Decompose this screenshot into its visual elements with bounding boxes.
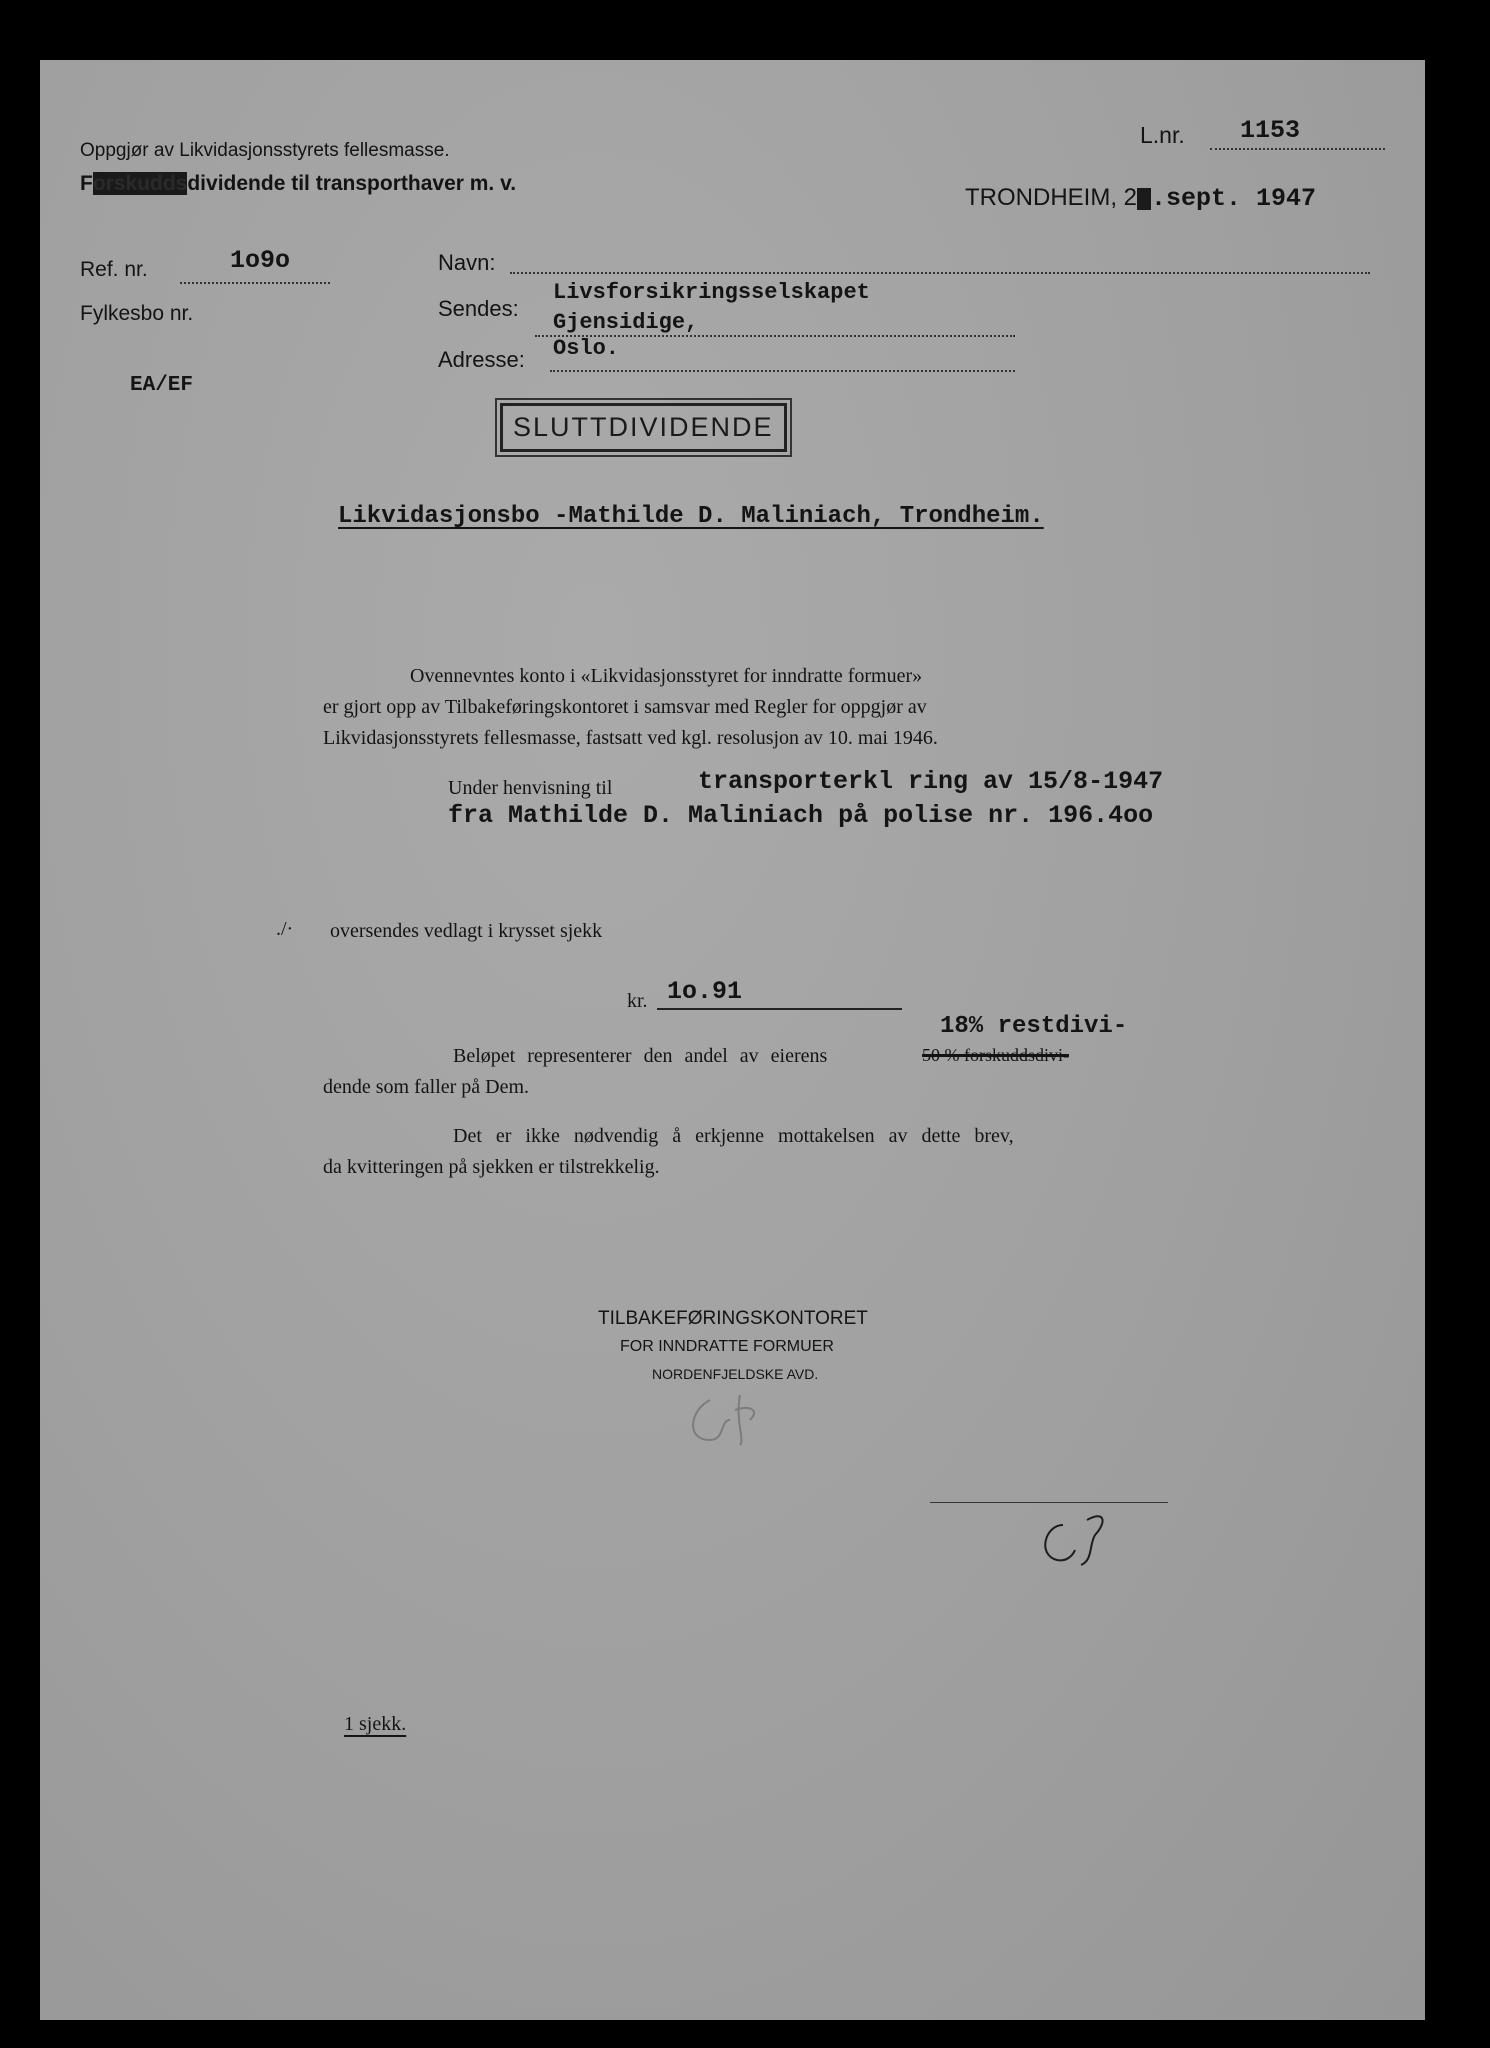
sendes-value: Livsforsikringsselskapet — [553, 280, 870, 305]
para3-line1: Det er ikke nødvendig å erkjenne mottakelsen av dette brev, — [453, 1125, 1014, 1147]
header-line-1: Oppgjør av Likvidasjonsstyrets fellesmasse. — [80, 140, 450, 161]
sluttdividende-stamp: SLUTTDIVIDENDE — [500, 403, 787, 452]
initials: EA/EF — [130, 374, 194, 397]
header-line-2-prefix: F — [80, 172, 93, 195]
adresse-line — [550, 370, 1015, 372]
header-line-2-rest: dividende til transporthaver m. v. — [187, 172, 517, 195]
ref-label: Ref. nr. — [80, 258, 148, 281]
date-smudge — [1137, 188, 1151, 210]
office-name-2: FOR INNDRATTE FORMUER — [620, 1338, 834, 1355]
place: TRONDHEIM, 2 — [965, 184, 1138, 211]
header-struck-word: orskudds — [92, 172, 188, 195]
place-date — [965, 184, 1316, 213]
header-line-2 — [80, 172, 516, 196]
lnr-label: L.nr. — [1140, 122, 1185, 148]
lnr-value: 1153 — [1240, 116, 1301, 145]
adresse-label: Adresse: — [438, 347, 525, 372]
date: .sept. 1947 — [1151, 184, 1317, 213]
para2-line1: Beløpet representerer den andel av eierens — [453, 1045, 828, 1067]
handwritten-signature — [1025, 1500, 1125, 1580]
office-name-1: TILBAKEFØRINGSKONTORET — [598, 1308, 868, 1329]
struck-original-text: 50 % forskuddsdivi- — [922, 1045, 1069, 1065]
reference-typed-1: transporterkl ring av 15/8-1947 — [698, 767, 1164, 796]
amount: 1o.91 — [667, 977, 743, 1006]
sendes-value-2: Gjensidige, — [553, 310, 699, 335]
para1-line1: Ovennevntes konto i «Likvidasjonsstyret for inndratte formuer» — [410, 665, 923, 687]
check-mark: ./· — [276, 918, 294, 940]
enclosed-text: oversendes vedlagt i krysset sjekk — [330, 920, 603, 942]
para1-line3: Likvidasjonsstyrets fellesmasse, fastsatt ved kgl. resolusjon av 10. mai 1946. — [323, 727, 938, 749]
typed-correction: 18% restdivi- — [940, 1013, 1128, 1040]
adresse-value: Oslo. — [553, 336, 620, 361]
navn-label: Navn: — [438, 250, 496, 275]
reference-typed-2: fra Mathilde D. Maliniach på polise nr. 196.4oo — [448, 801, 1154, 830]
letter-page — [40, 60, 1425, 2020]
navn-line — [510, 272, 1370, 274]
faint-signature-mark — [680, 1380, 800, 1450]
para1-line2: er gjort opp av Tilbakeføringskontoret i samsvar med Regler for oppgjør av — [323, 696, 927, 718]
lnr-line — [1210, 148, 1385, 150]
para3-line2: da kvitteringen på sjekken er tilstrekkelig. — [323, 1156, 660, 1178]
kr-label: kr. — [627, 990, 648, 1012]
para2-line2: dende som faller på Dem. — [323, 1076, 530, 1098]
reference-intro: Under henvisning til — [448, 777, 613, 799]
ref-line — [180, 282, 330, 284]
amount-line — [657, 1008, 902, 1010]
ref-value: 1o9o — [230, 246, 291, 275]
enclosure-note: 1 sjekk. — [344, 1713, 407, 1735]
fylkesbo-label: Fylkesbo nr. — [80, 302, 194, 325]
office-name-3: NORDENFJELDSKE AVD. — [652, 1366, 819, 1382]
estate-title: Likvidasjonsbo -Mathilde D. Maliniach, Trondheim. — [338, 503, 1044, 530]
sendes-label: Sendes: — [438, 296, 519, 321]
